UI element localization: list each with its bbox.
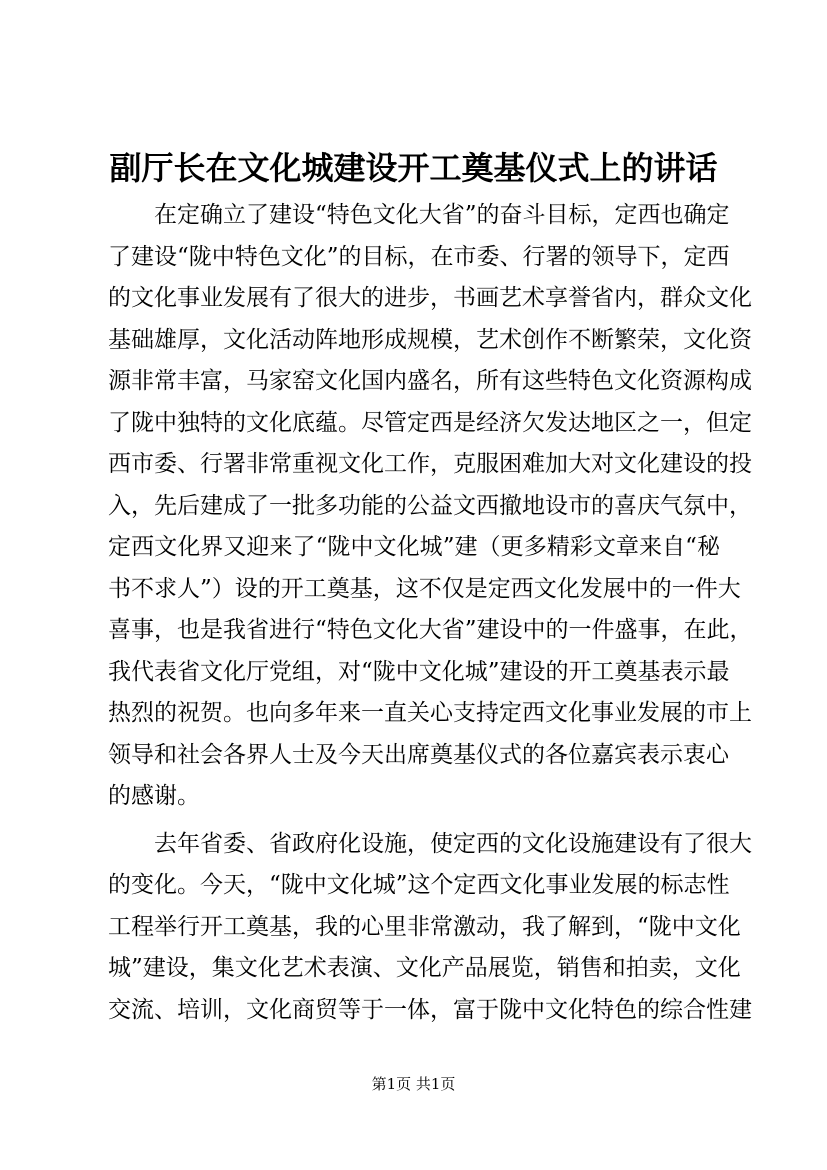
- text-line: 西市委、行署非常重视文化工作，克服困难加大对文化建设的投: [108, 451, 752, 477]
- text-line: 交流、培训，文化商贸等于一体，富于陇中文化特色的综合性建: [108, 996, 752, 1023]
- text-line: 了陇中独特的文化底蕴。尽管定西是经济欠发达地区之一，但定: [108, 409, 752, 436]
- text-line: 在定确立了建设“特色文化大省”的奋斗目标，定西也确定: [108, 202, 730, 228]
- text-line: 喜事，也是我省进行“特色文化大省”建设中的一件盛事，在此，: [108, 617, 753, 643]
- text-line: 热烈的祝贺。也向多年来一直关心支持定西文化事业发展的市上: [108, 700, 752, 726]
- text-line: 我代表省文化厅党组，对“陇中文化城”建设的开工奠基表示最: [108, 658, 730, 685]
- text-line: 的感谢。: [108, 783, 200, 809]
- text-line: 书不求人”）设的开工奠基，这不仅是定西文化发展中的一件大: [108, 575, 741, 602]
- text-line: 城”建设，集文化艺术表演、文化产品展览，销售和拍卖，文化: [108, 955, 741, 981]
- text-line: 源非常丰富，马家窑文化国内盛名，所有这些特色文化资源构成: [108, 368, 752, 394]
- text-line: 了建设“陇中特色文化”的目标，在市委、行署的领导下，定西: [108, 243, 730, 270]
- text-line: 入，先后建成了一批多功能的公益文西撤地设市的喜庆气氛中，: [108, 492, 752, 519]
- text-line: 工程举行开工奠基，我的心里非常激动，我了解到，“陇中文化: [108, 913, 741, 940]
- text-line: 去年省委、省政府化设施，使定西的文化设施建设有了很大: [108, 830, 752, 857]
- document-body: [108, 195, 753, 1031]
- text-line: 定西文化界又迎来了“陇中文化城”建（更多精彩文章来自“秘: [108, 534, 720, 560]
- document-title: 副厅长在文化城建设开工奠基仪式上的讲话: [109, 149, 718, 187]
- page-number-footer: 第1页 共1页: [371, 1075, 456, 1093]
- text-line: 的变化。今天，“陇中文化城”这个定西文化事业发展的标志性: [108, 872, 730, 898]
- text-line: 领导和社会各界人士及今天出席奠基仪式的各位嘉宾表示衷心: [108, 741, 729, 768]
- text-line: 基础雄厚，文化活动阵地形成规模，艺术创作不断繁荣，文化资: [108, 326, 752, 353]
- text-line: 的文化事业发展有了很大的进步，书画艺术享誉省内，群众文化: [108, 285, 752, 311]
